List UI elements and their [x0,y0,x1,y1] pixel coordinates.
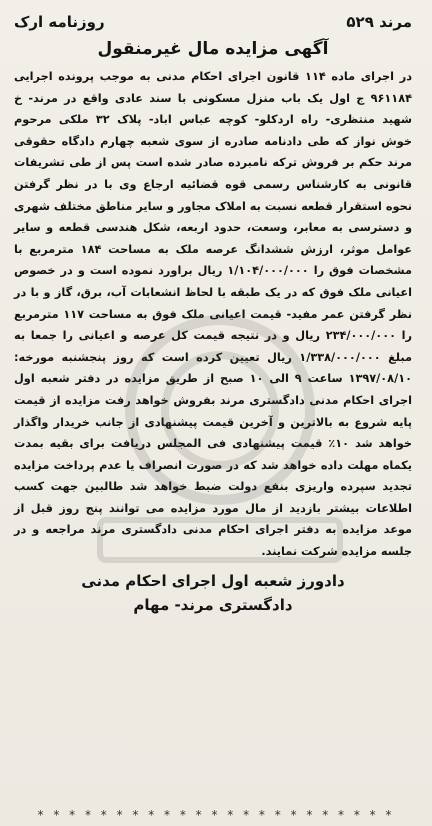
signature-line-1: دادورز شعبه اول اجرای احکام مدنی [81,571,345,590]
ad-body: در اجرای ماده ۱۱۴ قانون اجرای احکام مدنی به موجب پرونده اجرایی ۹۶۱۱۸۴ ج اول یک باب منزل مسکونی با سند عادی واقع در مرند- خ شهید منتظری- راه اردکلو- کوچه عباس اباد- پلاک ۳۲ ملکی مرحوم خوش نواز که طی دادنامه صادره از سوی شعبه چهارم دادگاه حقوقی مرند حکم بر فروش ترکه نامبرده صادر شده است پس از طی تشریفات قانونی به کارشناس رسمی قوه قضائیه ارجاع وی با در نظر گرفتن نحوه استقرار قطعه نسبت به املاک مجاور و سایر مناطق مختلف شهری و دسترسی به معابر، وسعت، حدود اربعه، شکل هندسی قطعه و سایر عوامل موثر، ارزش ششدانگ عرصه ملک به مساحت ۱۸۴ مترمربع با مشخصات فوق را ۱/۱۰۴/۰۰۰/۰۰۰ ریال براورد نموده است و در خصوص اعیانی ملک فوق که در یک طبقه با لحاظ انشعابات آب، برق، گاز و با در نظر گرفتن عمر مفید- قیمت اعیانی ملک فوق به مساحت ۱۱۷ مترمربع را ۲۳۴/۰۰۰/۰۰۰ ریال و در نتیجه قیمت کل عرصه و اعیانی را جمعا به مبلغ ۱/۳۳۸/۰۰۰/۰۰۰ ریال تعیین کرده است که روز پنجشنبه مورخه: ۱۳۹۷/۰۸/۱۰ ساعت ۹ الی ۱۰ صبح از طریق مزایده در دفتر شعبه اول اجرای احکام مدنی دادگستری مرند بفروش خواهد رفت مزایده از قیمت پایه شروع به بالاترین و آخرین قیمت پیشنهادی از جانب خریدار واگذار خواهد شد ۱۰٪ قیمت پیشنهادی فی المجلس دریافت برای بقیه بمدت یکماه مهلت داده خواهد شد که در صورت انصراف یا عدم پرداخت مزایده تجدید سپرده واریزی بنفع دولت ضبط خواهد شد طالبین جهت کسب اطلاعات بیشتر بازدید از مال مورد مزایده می توانند پنج روز قبل از موعد مزایده به دفتر اجرای احکام مدنی دادگستری مرند مراجعه و در جلسه مزایده شرکت نمایند. [14,70,413,559]
ad-title: آگهی مزایده مال غیرمنقول [97,39,329,59]
newspaper-name: روزنامه ارک [14,13,105,31]
bottom-star-border: * * * * * * * * * * * * * * * * * * * * * * * [37,808,395,822]
issue-number: مرند ۵۲۹ [346,13,412,31]
ad-signature [14,569,412,617]
signature-line-2: دادگستری مرند- مهام [133,595,293,614]
masthead [14,12,412,32]
